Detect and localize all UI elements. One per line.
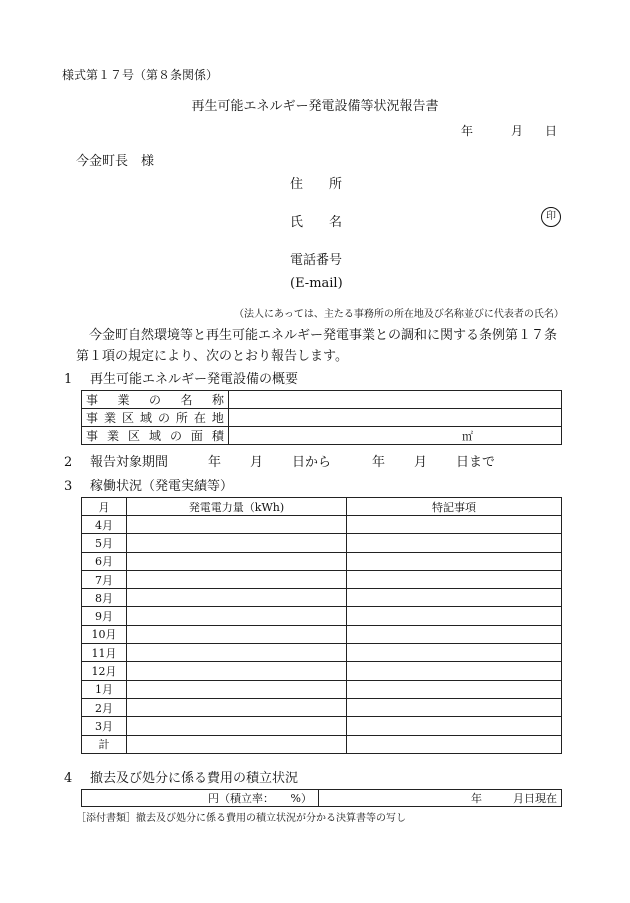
facility-overview-table (81, 390, 562, 445)
form-number: 様式第１７号（第８条関係） (62, 68, 219, 82)
document-title: 再生可能エネルギー発電設備等状況報告書 (191, 99, 439, 114)
remarks-cell[interactable] (347, 607, 562, 625)
site-area-value[interactable] (229, 427, 562, 445)
remarks-cell[interactable] (347, 698, 562, 716)
intro-line-2: 第１項の規定により、次のとおり報告します。 (76, 349, 348, 364)
month-cell: 5月 (82, 534, 127, 552)
generation-cell[interactable] (127, 717, 347, 735)
label-char: 称 (211, 393, 224, 407)
remarks-cell[interactable] (347, 662, 562, 680)
label-char: 事 (86, 393, 99, 407)
area-unit: ㎡ (462, 429, 473, 443)
report-period (64, 451, 495, 470)
date-month: 月 (511, 124, 524, 138)
table-row (82, 589, 562, 607)
business-name-value[interactable] (229, 391, 562, 409)
generation-cell[interactable] (127, 607, 347, 625)
addressee: 今金町長 様 (76, 154, 155, 169)
table-row (82, 427, 562, 445)
label-char: の (157, 411, 170, 425)
period-from-year: 年 (208, 455, 222, 470)
table-row (82, 607, 562, 625)
generation-cell[interactable] (127, 589, 347, 607)
label-char: 域 (148, 429, 161, 443)
label-char: 事 (86, 411, 99, 425)
table-row (82, 662, 562, 680)
generation-cell[interactable] (127, 552, 347, 570)
generation-cell[interactable] (127, 644, 347, 662)
label-char: 面 (190, 429, 203, 443)
table-row (82, 552, 562, 570)
generation-table-body (82, 516, 562, 754)
table-row (82, 698, 562, 716)
table-row (82, 735, 562, 753)
table-row (82, 644, 562, 662)
month-cell: 6月 (82, 552, 127, 570)
remarks-cell[interactable] (347, 534, 562, 552)
intro-line-1: 今金町自然環境等と再生可能エネルギー発電事業との調和に関する条例第１７条 (89, 328, 558, 343)
generation-header: 発電電力量（kWh) (127, 498, 347, 516)
table-row (82, 570, 562, 588)
month-cell: 8月 (82, 589, 127, 607)
period-from-day: 日から (292, 455, 332, 470)
section-2-title: 報告対象期間 (90, 455, 169, 470)
table-row (82, 391, 562, 409)
business-name-label (82, 391, 229, 409)
month-cell: 7月 (82, 570, 127, 588)
report-date (461, 122, 557, 139)
label-char: 名 (180, 393, 193, 407)
generation-table (81, 497, 562, 754)
label-char: 地 (211, 411, 224, 425)
label-char: 業 (106, 429, 119, 443)
remarks-cell[interactable] (347, 717, 562, 735)
remarks-cell[interactable] (347, 570, 562, 588)
label-char: 業 (117, 393, 130, 407)
generation-cell[interactable] (127, 735, 347, 753)
section-1-number: 1 (64, 372, 73, 387)
section-3-title: 稼働状況（発電実績等） (90, 479, 234, 494)
as-of-month: 月 (513, 792, 524, 805)
period-to-year: 年 (372, 455, 386, 470)
table-row (82, 680, 562, 698)
section-3-number: 3 (64, 479, 73, 494)
site-location-value[interactable] (229, 409, 562, 427)
generation-cell[interactable] (127, 570, 347, 588)
attachment-note: ［添付書類］撤去及び処分に係る費用の積立状況が分かる決算書等の写し (76, 813, 406, 824)
remarks-cell[interactable] (347, 680, 562, 698)
generation-cell[interactable] (127, 516, 347, 534)
generation-cell[interactable] (127, 625, 347, 643)
remarks-cell[interactable] (347, 735, 562, 753)
label-char: 在 (193, 411, 206, 425)
table-row (82, 516, 562, 534)
phone-label: 電話番号 (290, 253, 343, 268)
corporate-note: （法人にあっては、主たる事務所の所在地及び名称並びに代表者の氏名） (234, 309, 564, 320)
section-3-heading (64, 475, 233, 494)
address-label: 住 所 (290, 177, 343, 192)
label-char: 積 (211, 429, 224, 443)
label-char: 所 (175, 411, 188, 425)
generation-cell[interactable] (127, 680, 347, 698)
section-1-title: 再生可能エネルギー発電設備の概要 (90, 372, 299, 387)
table-row (82, 625, 562, 643)
period-to-day: 日まで (456, 455, 496, 470)
month-cell: 1月 (82, 680, 127, 698)
month-cell: 9月 (82, 607, 127, 625)
as-of-year: 年 (471, 792, 482, 805)
table-row (82, 717, 562, 735)
remarks-cell[interactable] (347, 516, 562, 534)
section-2-number: 2 (64, 455, 73, 470)
table-row (82, 409, 562, 427)
site-location-label (82, 409, 229, 427)
as-of-suffix: 日現在 (524, 792, 557, 805)
section-4-number: 4 (64, 771, 73, 786)
month-cell: 11月 (82, 644, 127, 662)
remarks-cell[interactable] (347, 644, 562, 662)
label-char: の (169, 429, 182, 443)
as-of-date-cell[interactable] (319, 790, 562, 807)
label-char: 事 (86, 429, 99, 443)
month-cell: 4月 (82, 516, 127, 534)
remarks-header: 特記事項 (347, 498, 562, 516)
label-char: 区 (121, 411, 134, 425)
month-cell: 10月 (82, 625, 127, 643)
table-header-row (82, 498, 562, 516)
seal-mark: 印 (541, 207, 561, 227)
label-char: の (148, 393, 161, 407)
label-char: 区 (127, 429, 140, 443)
intro-paragraph (76, 325, 572, 367)
period-from-month: 月 (250, 455, 264, 470)
email-label: (E-mail) (290, 276, 343, 291)
reserve-rate-text: 円（積立率： %） (208, 792, 312, 805)
label-char: 業 (103, 411, 116, 425)
date-year: 年 (461, 124, 474, 138)
period-to-month: 月 (414, 455, 428, 470)
month-cell: 計 (82, 735, 127, 753)
label-char: 域 (139, 411, 152, 425)
section-1-heading (64, 368, 298, 387)
month-cell: 2月 (82, 698, 127, 716)
month-cell: 12月 (82, 662, 127, 680)
table-row (82, 790, 562, 807)
name-label: 氏 名 (290, 215, 343, 230)
section-4-title: 撤去及び処分に係る費用の積立状況 (90, 771, 299, 786)
remarks-cell[interactable] (347, 625, 562, 643)
month-header: 月 (82, 498, 127, 516)
site-area-label (82, 427, 229, 445)
generation-cell[interactable] (127, 662, 347, 680)
reserve-table (81, 789, 562, 807)
remarks-cell[interactable] (347, 589, 562, 607)
generation-cell[interactable] (127, 698, 347, 716)
date-day: 日 (545, 124, 558, 138)
remarks-cell[interactable] (347, 552, 562, 570)
table-row (82, 534, 562, 552)
month-cell: 3月 (82, 717, 127, 735)
section-4-heading (64, 767, 298, 786)
generation-cell[interactable] (127, 534, 347, 552)
reserve-amount-cell[interactable] (82, 790, 319, 807)
